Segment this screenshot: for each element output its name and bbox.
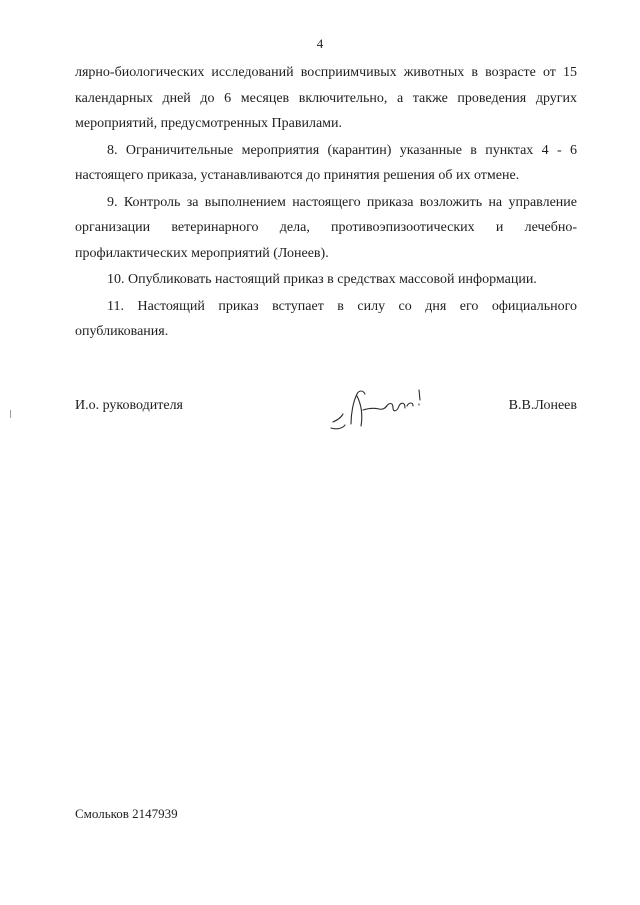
paragraph-item-11: 11. Настоящий приказ вступает в силу со дня его официального опубликования. <box>75 298 577 339</box>
paragraph-item-8: 8. Ограничительные мероприятия (карантин) указанные в пунктах 4 - 6 настоящего приказа, устанавливаются до принятия решения об их отмене. <box>75 142 577 183</box>
page-number: 4 <box>316 36 324 51</box>
signatory-name: В.В.Лонеев <box>508 398 577 413</box>
signatory-position: И.о. руководителя <box>75 398 184 413</box>
executor-note: Смольков 2147939 <box>75 806 178 821</box>
paragraph-continuation: лярно-биологических исследований восприимчивых животных в возрасте от 15 календарных дней до 6 месяцев включительно, а также проведения других мероприятий, предусмотренных Правилами. <box>75 65 577 131</box>
document-body <box>75 60 577 345</box>
margin-mark <box>10 410 11 418</box>
paragraph-item-10: 10. Опубликовать настоящий приказ в средствах массовой информации. <box>107 272 537 287</box>
paragraph-item-9: 9. Контроль за выполнением настоящего приказа возложить на управление организации ветеринарного дела, противоэпизоотических и лечебно-профилактических мероприятий (Лонеев). <box>75 194 577 261</box>
signature-block <box>75 394 577 434</box>
handwritten-signature <box>327 384 437 436</box>
